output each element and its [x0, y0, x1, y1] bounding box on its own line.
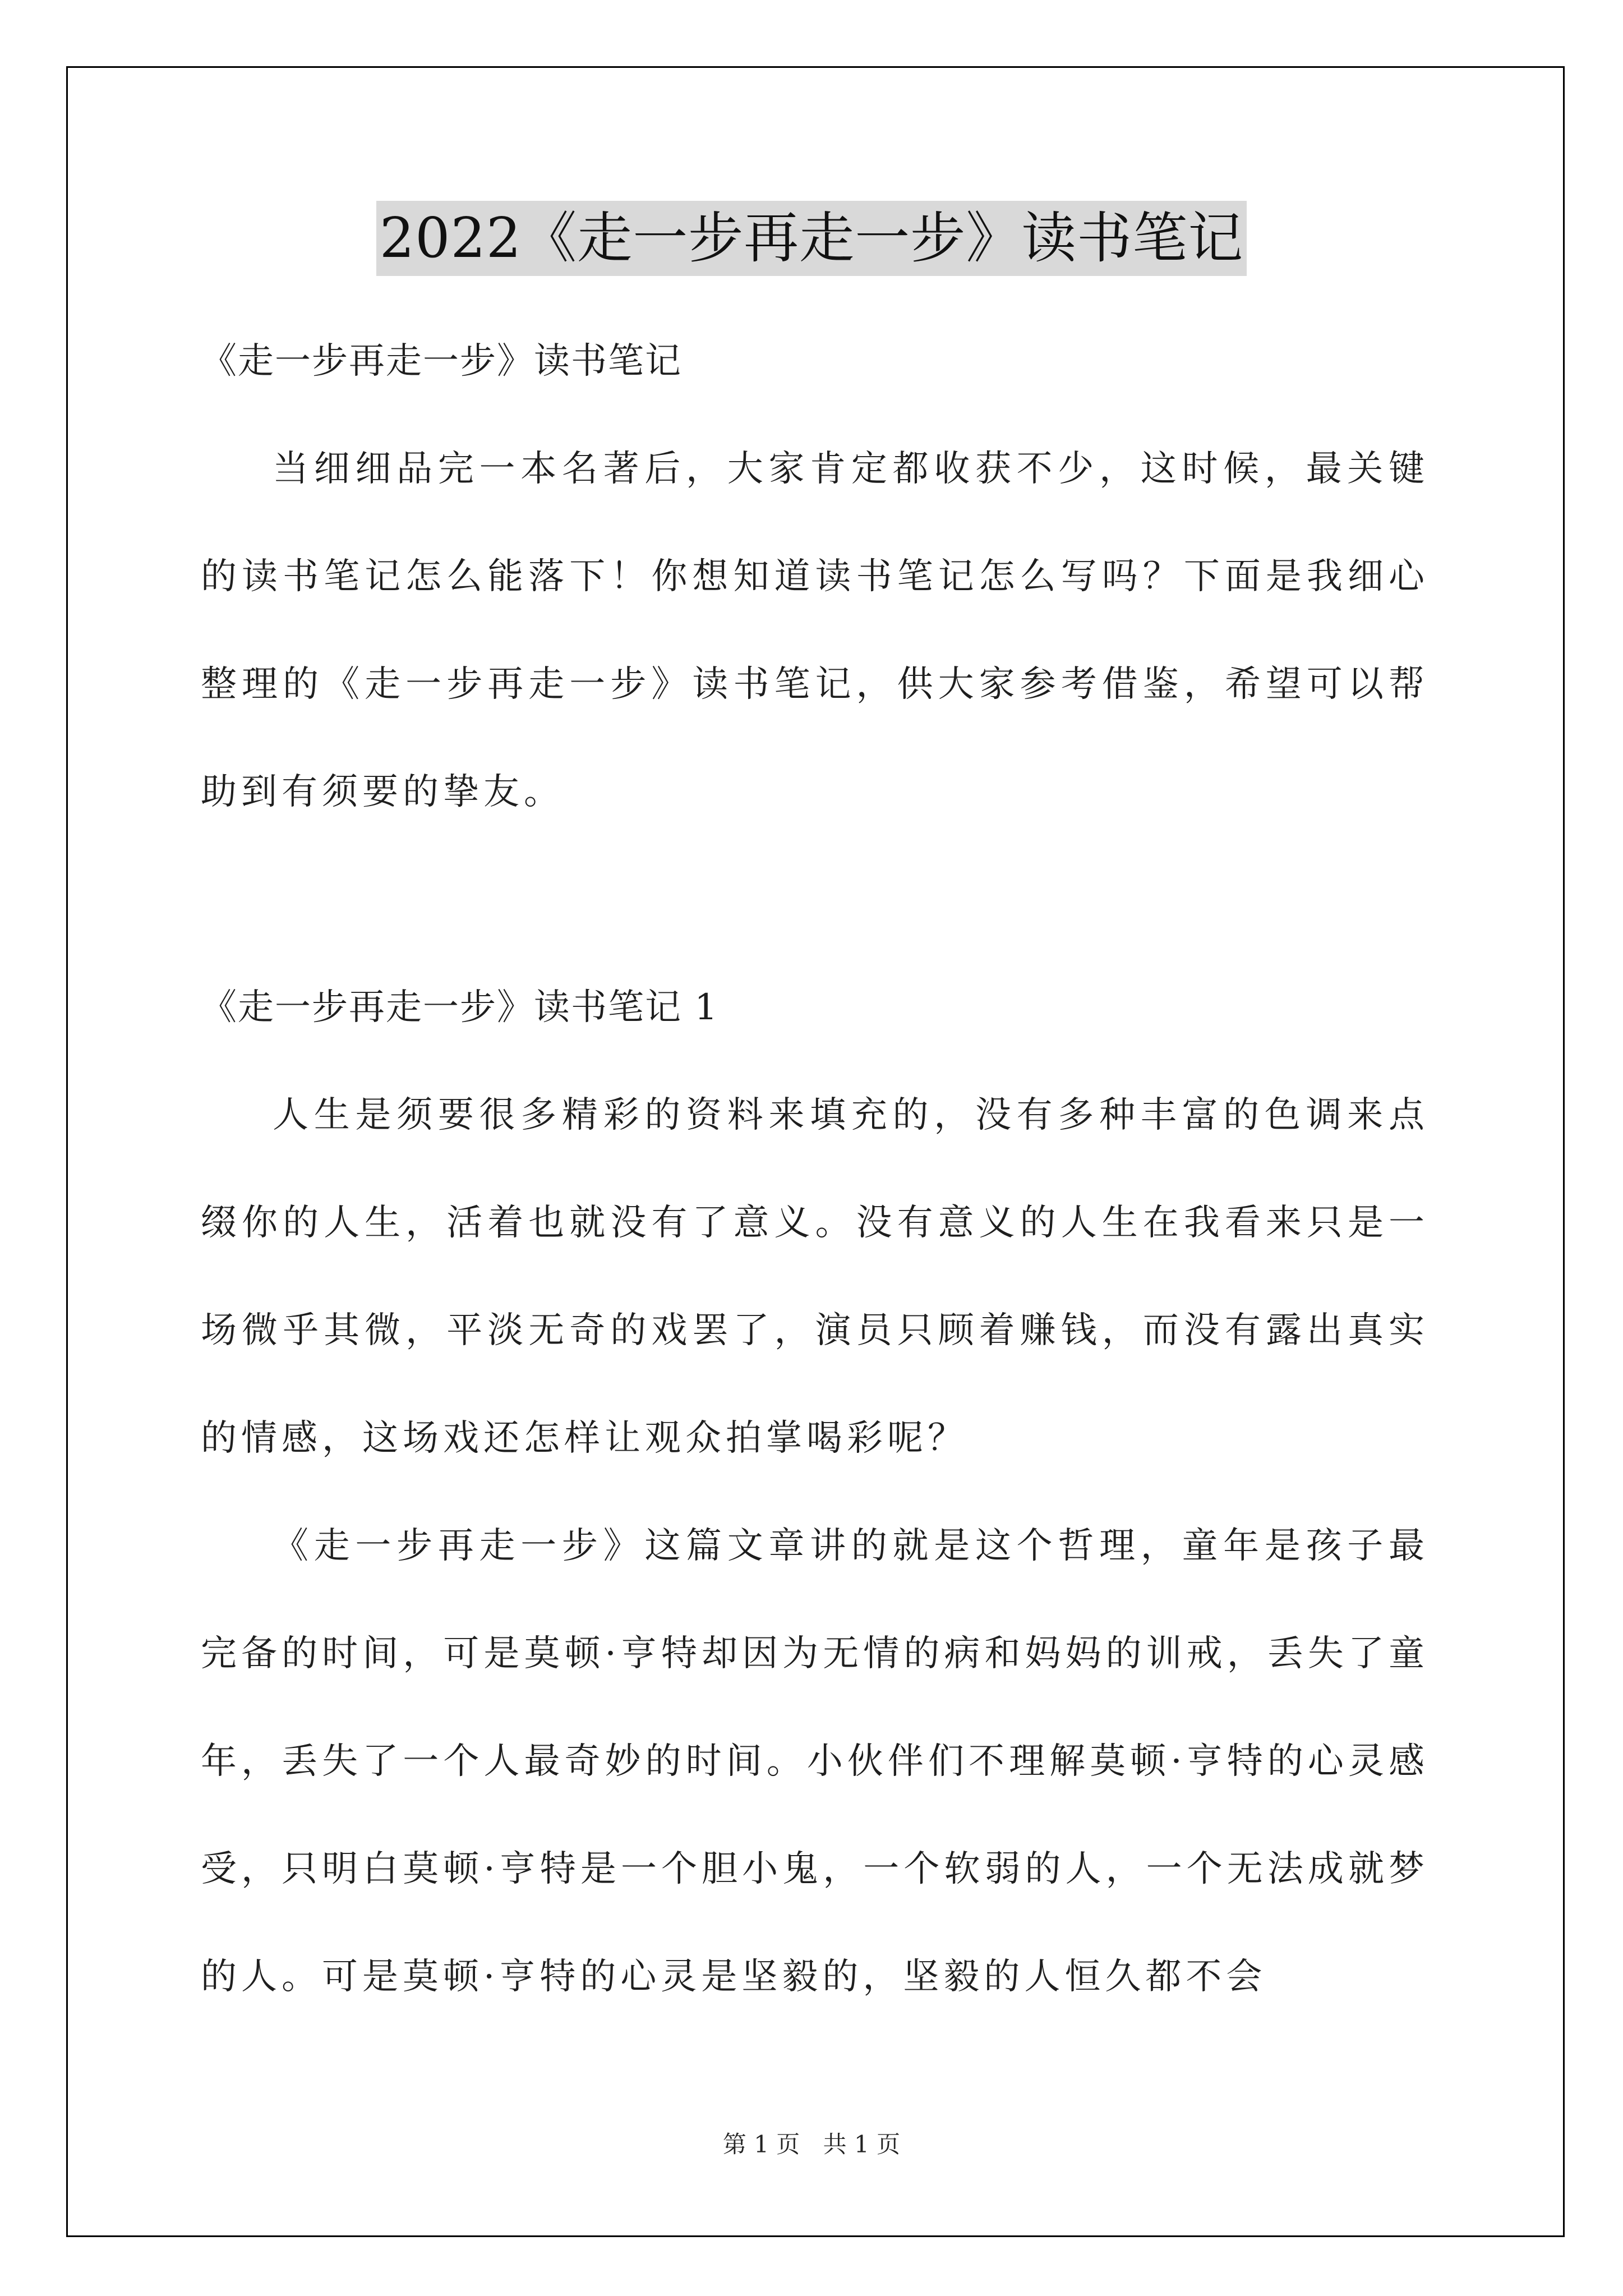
- section1-heading: 《走一步再走一步》读书笔记 1: [201, 987, 719, 1028]
- title-container: [0, 201, 1623, 276]
- document-body: [201, 307, 1429, 2031]
- section-gap: [201, 846, 1429, 954]
- section1-paragraph-1: 人生是须要很多精彩的资料来填充的，没有多种丰富的色调来点缀你的人生，活着也就没有了意义。没有意义的人生在我看来只是一场微乎其微，平淡无奇的戏罢了，演员只顾着赚钱，而没有露出真实的情感，这场戏还怎样让观众拍掌喝彩呢？: [201, 1094, 1429, 1459]
- intro-paragraph: 当细细品完一本名著后，大家肯定都收获不少，这时候，最关键的读书笔记怎么能落下！你想知道读书笔记怎么写吗？下面是我细心整理的《走一步再走一步》读书笔记，供大家参考借鉴，希望可以帮助到有须要的挚友。: [201, 448, 1429, 813]
- document-title: 2022《走一步再走一步》读书笔记: [376, 201, 1247, 276]
- page-number: 第 1 页: [722, 2131, 800, 2158]
- intro-heading: 《走一步再走一步》读书笔记: [201, 341, 682, 382]
- page-footer: [0, 2126, 1623, 2160]
- section1-paragraph-2: 《走一步再走一步》这篇文章讲的就是这个哲理，童年是孩子最完备的时间，可是莫顿·亨特却因为无情的病和妈妈的训戒，丢失了童年，丢失了一个人最奇妙的时间。小伙伴们不理解莫顿·亨特的心灵感受，只明白莫顿·亨特是一个胆小鬼，一个软弱的人，一个无法成就梦的人。可是莫顿·亨特的心灵是坚毅的，坚毅的人恒久都不会: [201, 1525, 1429, 1998]
- page-total: 共 1 页: [823, 2131, 901, 2158]
